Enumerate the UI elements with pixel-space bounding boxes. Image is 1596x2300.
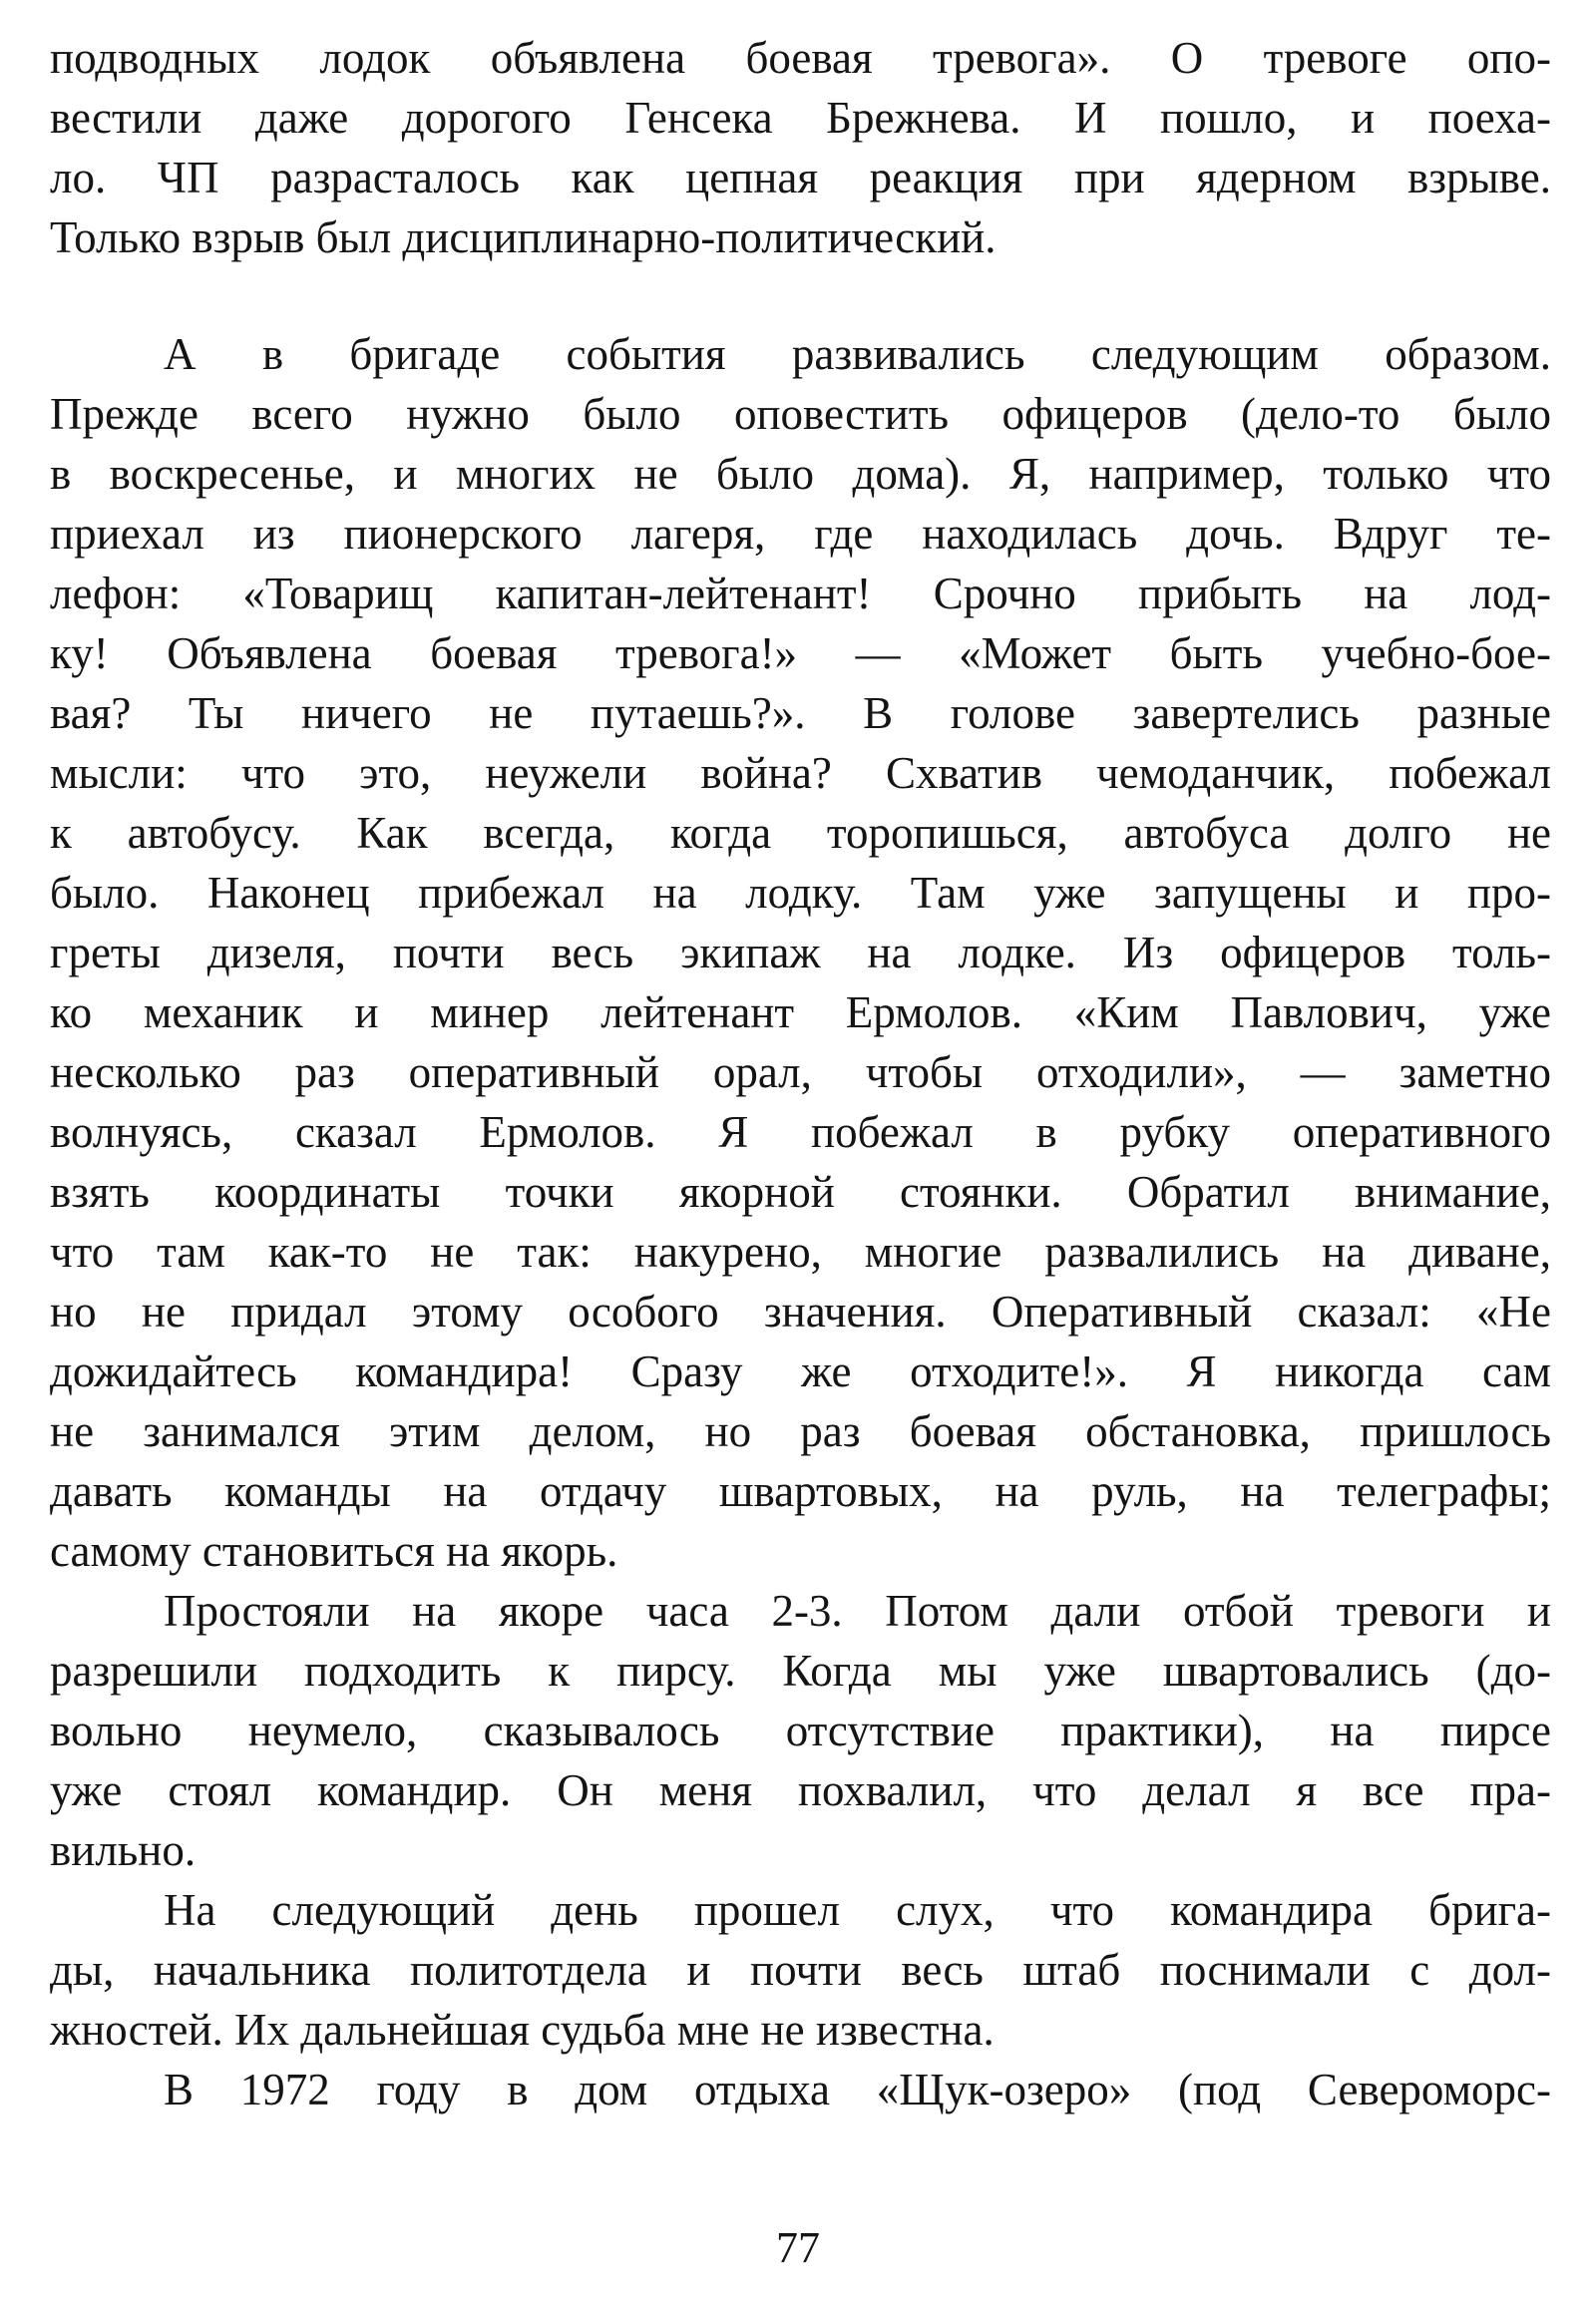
paragraph-gap: [50, 267, 1551, 324]
text-line: ко механик и минер лейтенант Ермолов. «Ким Павлович, уже: [50, 987, 1551, 1037]
text-line: А в бригаде события развивались следующим образом.: [164, 329, 1551, 379]
text-line: ло. ЧП разрасталось как цепная реакция при ядерном взрыве.: [50, 153, 1551, 202]
text-line: лефон: «Товарищ капитан-лейтенант! Срочно прибыть на лод-: [50, 569, 1551, 618]
paragraph-5: [50, 2060, 1551, 2119]
text-line: волнуясь, сказал Ермолов. Я побежал в рубку оперативного: [50, 1107, 1551, 1157]
text-line: Только взрыв был дисциплинарно-политический.: [50, 212, 997, 262]
text-line: несколько раз оперативный орал, чтобы отходили», — заметно: [50, 1047, 1551, 1097]
text-line: уже стоял командир. Он меня похвалил, что делал я все пра-: [50, 1765, 1551, 1815]
text-line: мысли: что это, неужели война? Схватив чемоданчик, побежал: [50, 748, 1551, 798]
text-line: не занимался этим делом, но раз боевая обстановка, пришлось: [50, 1406, 1551, 1456]
text-line: ку! Объявлена боевая тревога!» — «Может быть учебно-бое-: [50, 628, 1551, 678]
text-line: дожидайтесь командира! Сразу же отходите!». Я никогда сам: [50, 1346, 1551, 1396]
text-line: На следующий день прошел слух, что командира брига-: [164, 1885, 1551, 1935]
text-line: разрешили подходить к пирсу. Когда мы уже швартовались (до-: [50, 1646, 1551, 1696]
text-line: Простояли на якоре часа 2-3. Потом дали отбой тревоги и: [164, 1586, 1551, 1636]
text-line: вольно неумело, сказывалось отсутствие практики), на пирсе: [50, 1706, 1551, 1755]
text-line: греты дизеля, почти весь экипаж на лодке. Из офицеров толь-: [50, 928, 1551, 977]
page-number: 77: [776, 2223, 820, 2272]
text-line: жностей. Их дальнейшая судьба мне не известна.: [50, 2005, 995, 2055]
text-line: взять координаты точки якорной стоянки. Обратил внимание,: [50, 1167, 1551, 1217]
paragraph-3: [50, 1581, 1551, 1880]
text-line: вильно.: [50, 1825, 197, 1875]
text-line: вая? Ты ничего не путаешь?». В голове завертелись разные: [50, 688, 1551, 738]
text-line: В 1972 году в дом отдыха «Щук-озеро» (под Североморс-: [164, 2065, 1551, 2114]
text-line: что там как-то не так: накурено, многие развалились на диване,: [50, 1227, 1551, 1277]
text-line: было. Наконец прибежал на лодку. Там уже запущены и про-: [50, 868, 1551, 918]
paragraph-1: [50, 28, 1551, 267]
text-line: Прежде всего нужно было оповестить офицеров (дело-то было: [50, 389, 1551, 439]
text-line: но не придал этому особого значения. Оперативный сказал: «Не: [50, 1287, 1551, 1337]
paragraph-4: [50, 1880, 1551, 2060]
text-line: в воскресенье, и многих не было дома). Я, например, только что: [50, 449, 1551, 499]
paragraph-2: [50, 324, 1551, 1581]
text-line: вестили даже дорогого Генсека Брежнева. И пошло, и поеха-: [50, 93, 1551, 143]
text-line: ды, начальника политотдела и почти весь штаб поснимали с дол-: [50, 1945, 1551, 1995]
text-line: давать команды на отдачу швартовых, на руль, на телеграфы;: [50, 1466, 1551, 1516]
page-text: [50, 28, 1551, 2119]
text-line: подводных лодок объявлена боевая тревога». О тревоге опо-: [50, 33, 1551, 83]
text-line: самому становиться на якорь.: [50, 1526, 618, 1576]
text-line: приехал из пионерского лагеря, где находилась дочь. Вдруг те-: [50, 509, 1551, 559]
text-line: к автобусу. Как всегда, когда торопишься, автобуса долго не: [50, 808, 1551, 858]
